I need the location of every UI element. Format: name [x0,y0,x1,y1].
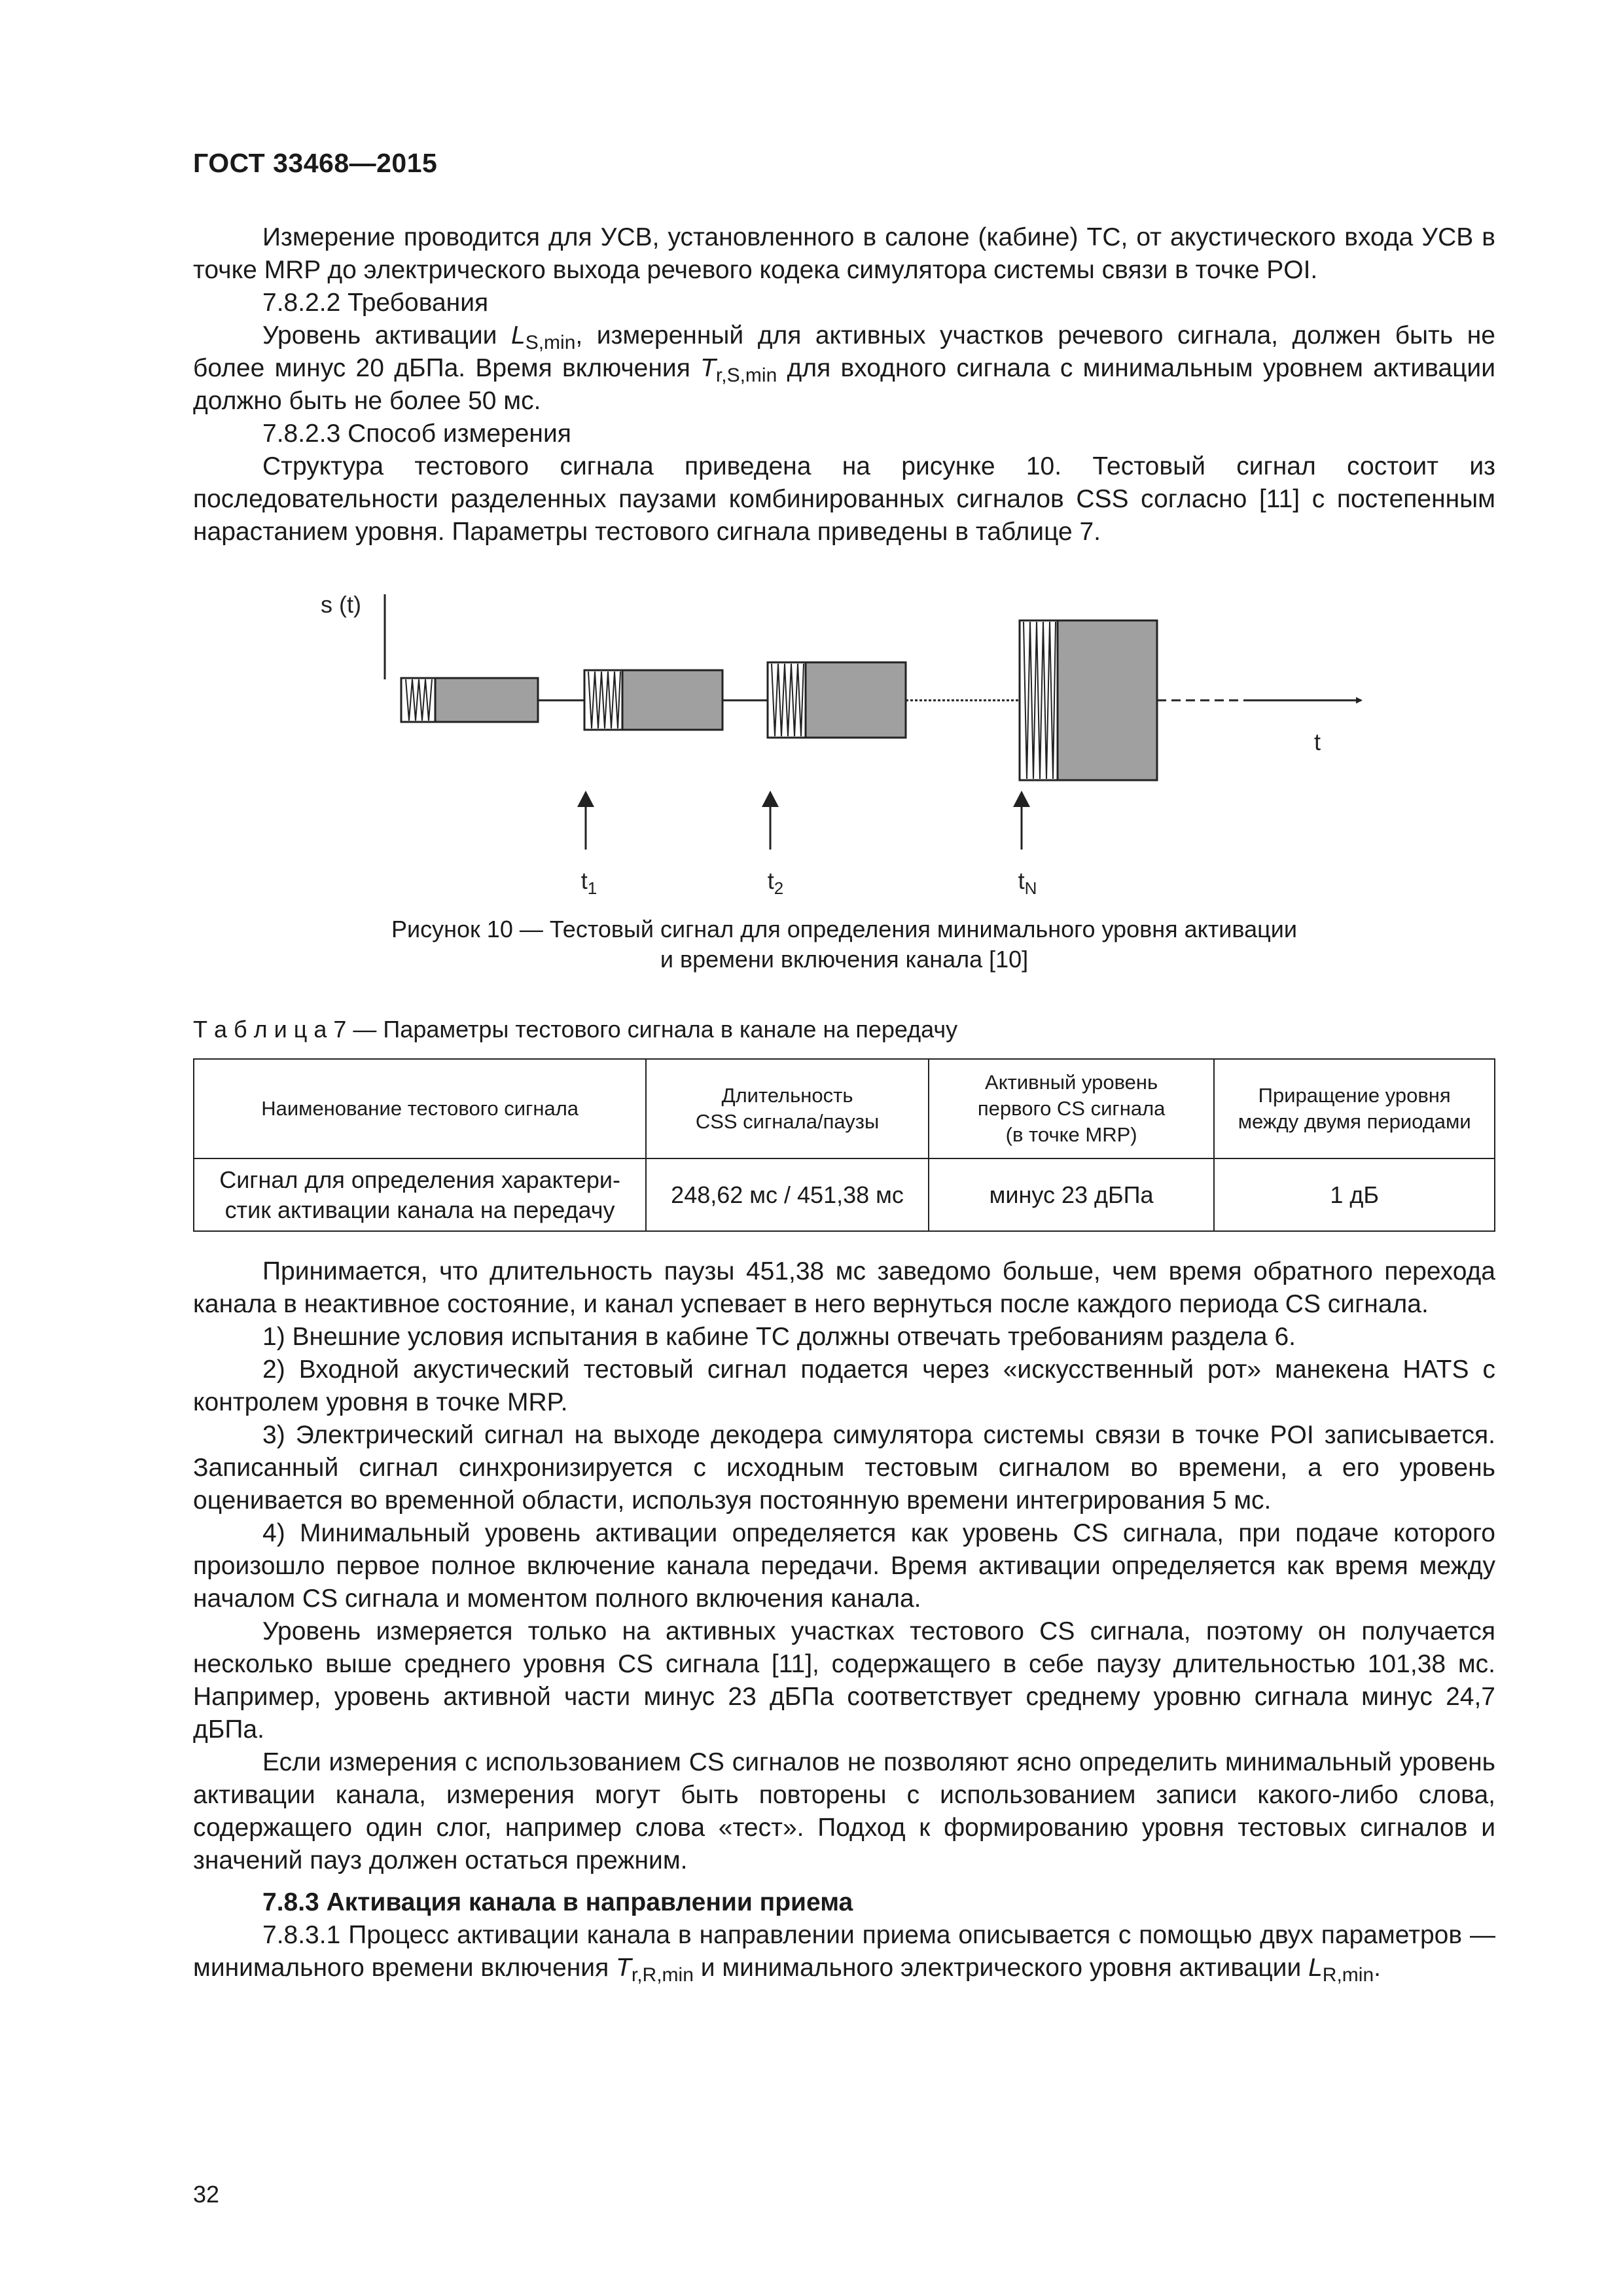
signal-diagram [275,575,1387,908]
svg-text:t1: $t_1$ [580,867,597,898]
paragraph-level: Уровень измеряется только на активных участках тестового CS сигнала, поэтому он получается несколько выше среднего уровня CS сигнала [11], содержащего в себе паузу длительностью 101,38 мс. Например, уровень активной части минус 23 дБПа соответствует среднему уровню сигнала минус 24,7 дБПа. [193,1617,1495,1744]
procedure-section [193,1255,1495,1984]
paragraph-alternative: Если измерения с использованием CS сигналов не позволяют ясно определить минимальный уровень активации канала, измерения могут быть повторены с использованием записи какого-либо слова, содержащего один слог, например слова «тест». Подход к формированию уровня тестовых сигналов и значений пауз должен остаться прежним. [193,1748,1495,1874]
header-duration: Длительность CSS сигнала/паузы [646,1059,929,1158]
cell-signal-name: Сигнал для определения характери- стик активации канала на передачу [194,1158,646,1231]
css-block-3 [768,662,906,738]
css-block-1 [401,678,538,722]
svg-text:tN: $t_N$ [1018,867,1037,898]
document-header: ГОСТ 33468—2015 [193,148,438,178]
table-row [194,1158,1495,1231]
figure-caption: Рисунок 10 — Тестовый сигнал для определения минимального уровня активации и времени включения канала [10] [391,916,1297,973]
page-number: 32 [193,2181,220,2208]
marker-t1 [577,791,597,898]
cell-duration: 248,62 мс / 451,38 мс [646,1158,929,1231]
css-block-2 [584,670,722,730]
paragraph-pause: Принимается, что длительность паузы 451,38 мс заведомо больше, чем время обратного перехода канала в неактивное состояние, и канал успевает в него вернуться после каждого периода CS сигнала. [193,1257,1495,1318]
paragraph-783-1: 7.8.3.1 Процесс активации канала в направлении приема описывается с помощью двух параметров — минимального времени включения $T_{r,R,min}$ и минимального электрического уровня активации $L_{R,min}$. [193,1921,1495,1986]
css-block-n [1020,620,1157,780]
marker-tn [1013,791,1037,898]
table-title: Т а б л и ц а 7 — Параметры тестового сигнала в канале на передачу [193,1016,958,1043]
subsection-method: 7.8.2.3 Способ измерения [262,420,571,448]
cell-active-level: минус 23 дБПа [929,1158,1215,1231]
y-axis-label: s (t) [321,591,361,618]
x-axis-label: t [1314,728,1321,755]
paragraph-measurement: Измерение проводится для УСВ, установленного в салоне (кабине) ТС, от акустического входа УСВ в точке MRP до электрического выхода речевого кодека симулятора системы связи в точке POI. [193,223,1495,284]
header-signal-name: Наименование тестового сигнала [194,1059,646,1158]
paragraph-signal-structure: Структура тестового сигнала приведена на рисунке 10. Тестовый сигнал состоит из последовательности разделенных паузами комбинированных сигналов CSS согласно [11] с постепенным нарастанием уровня. Параметры тестового сигнала приведены в таблице 7. [193,452,1495,546]
svg-text:t2: $t_2$ [767,867,784,898]
subsection-requirements: 7.8.2.2 Требования [262,289,489,317]
table-header-row [194,1059,1495,1158]
list-item-3: 3) Электрический сигнал на выходе декодера симулятора системы связи в точке POI записывается. Записанный сигнал синхронизируется с исходным тестовым сигналом во времени, а его уровень оценивается во временной области, используя постоянную времени интегрирования 5 мс. [193,1421,1495,1515]
intro-section [193,221,1495,548]
list-item-1: 1) Внешние условия испытания в кабине ТС должны отвечать требованиям раздела 6. [262,1323,1296,1351]
header-active-level: Активный уровень первого CS сигнала (в точке MRP) [929,1059,1215,1158]
parameters-table [193,1058,1495,1232]
section-heading-783: 7.8.3 Активация канала в направлении приема [262,1888,853,1916]
header-level-increment: Приращение уровня между двумя периодами [1214,1059,1495,1158]
list-item-4: 4) Минимальный уровень активации определяется как уровень CS сигнала, при подаче которого произошло первое полное включение канала передачи. Время активации определяется как время между началом CS сигнала и моментом полного включения канала. [193,1519,1495,1613]
marker-t2 [762,791,783,898]
list-item-2: 2) Входной акустический тестовый сигнал подается через «искусственный рот» манекена HATS с контролем уровня в точке MRP. [193,1355,1495,1416]
paragraph-requirements: Уровень активации $L_{S,min}$, измеренный для активных участков речевого сигнала, должен быть не более минус 20 дБПа. Время включения $T_{r,S,min}$ для входного сигнала с минимальным уровнем активации должно быть не более 50 мс. [193,321,1495,415]
cell-increment: 1 дБ [1214,1158,1495,1231]
figure-test-signal [275,575,1387,908]
